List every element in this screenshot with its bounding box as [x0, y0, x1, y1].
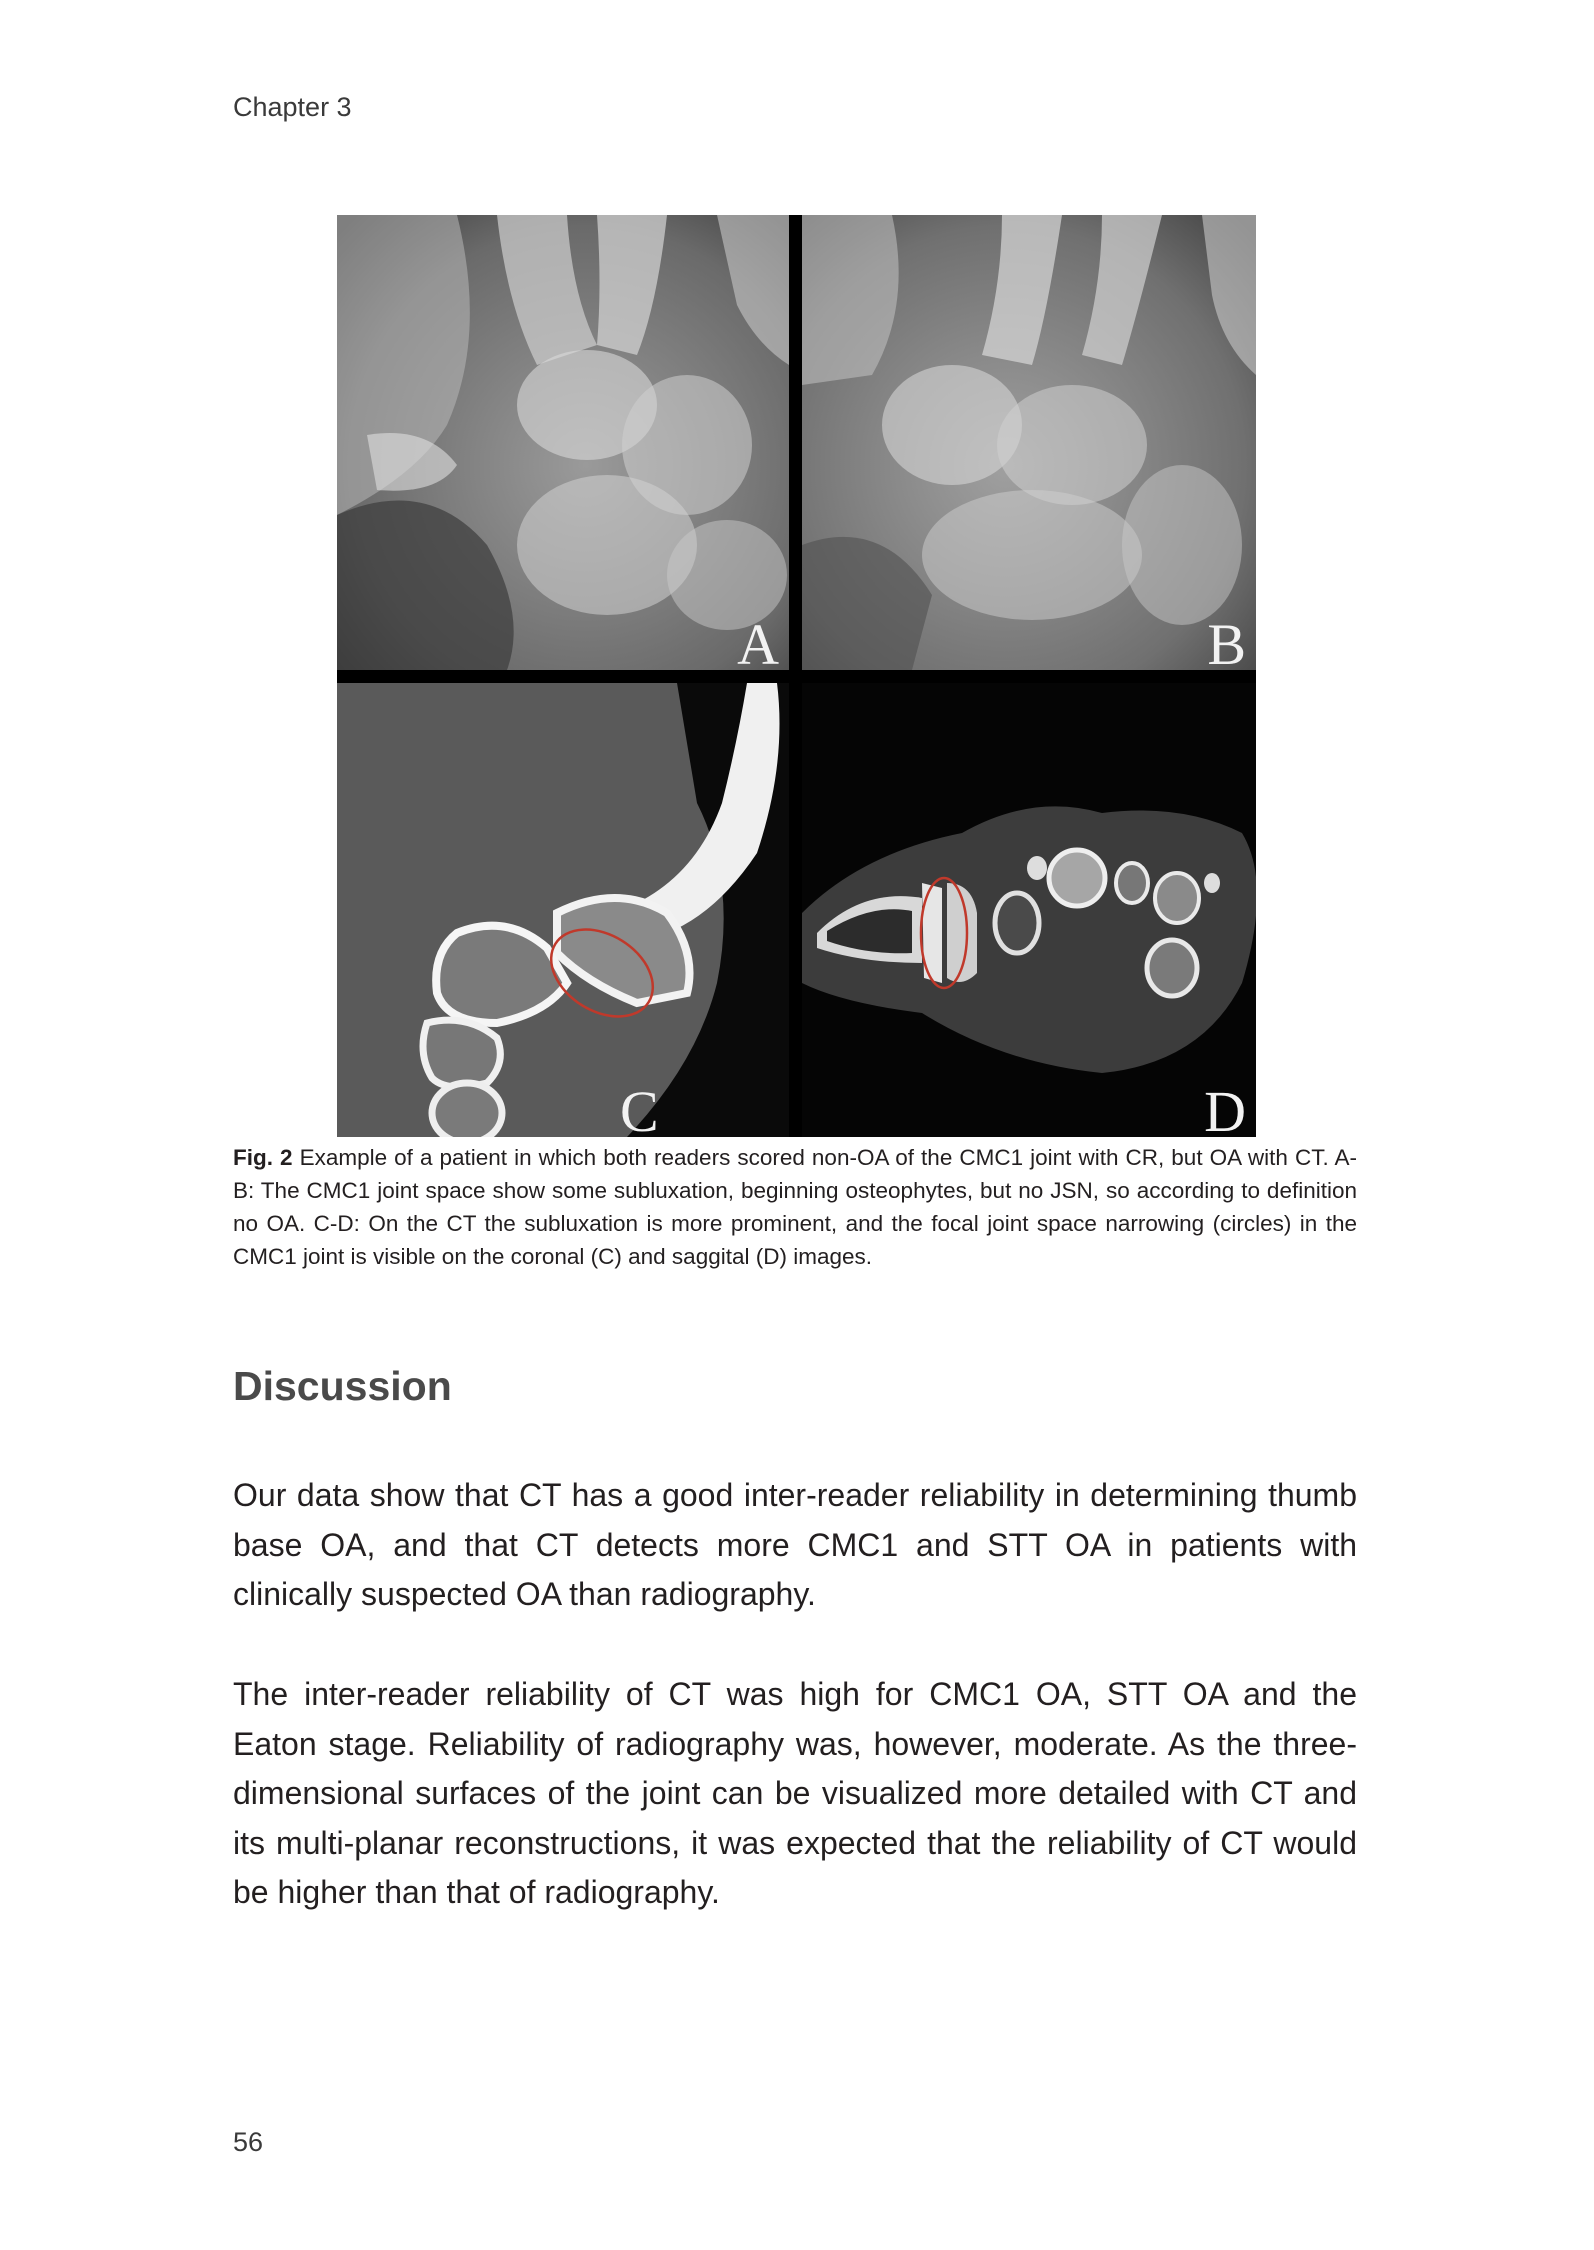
running-head: Chapter 3 — [233, 92, 352, 122]
figure-panel-b-radiograph — [802, 215, 1256, 670]
figure-panel-a-radiograph — [337, 215, 789, 670]
panel-label-c: C — [620, 1079, 659, 1137]
figure-number: Fig. 2 — [233, 1145, 293, 1170]
figure-panel-d-saggital-ct — [802, 683, 1256, 1137]
figure-2 — [337, 215, 1256, 1137]
page-number: 56 — [233, 2127, 264, 2157]
figure-caption-text: Example of a patient in which both readers scored non-OA of the CMC1 joint with CR, but OA with CT. A-B: The CMC1 joint space show some subluxation, beginning osteophytes, but no JSN, so according to definition no OA. C-D: On the CT the subluxation is more prominent, and the focal joint space narrowing (circles) in the CMC1 joint is visible on the coronal (C) and saggital (D) images. — [233, 1145, 1357, 1269]
body-paragraph: Our data show that CT has a good inter-reader reliability in determining thumb base OA, and that CT detects more CMC1 and STT OA in patients with clinically suspected OA than radiography. — [233, 1477, 1357, 1612]
body-paragraph: The inter-reader reliability of CT was high for CMC1 OA, STT OA and the Eaton stage. Reliability of radiography was, however, moderate. As the three-dimensional surfaces of the joint can be visualized more detailed with CT and its multi-planar reconstructions, it was expected that the reliability of CT would be higher than that of radiography. — [233, 1676, 1357, 1910]
panel-label-b: B — [1207, 612, 1246, 670]
section-heading-discussion: Discussion — [233, 1363, 452, 1409]
figure-caption — [233, 1141, 1357, 1273]
panel-label-d: D — [1204, 1079, 1246, 1137]
figure-panel-c-coronal-ct — [337, 683, 789, 1137]
panel-label-a: A — [737, 612, 779, 670]
